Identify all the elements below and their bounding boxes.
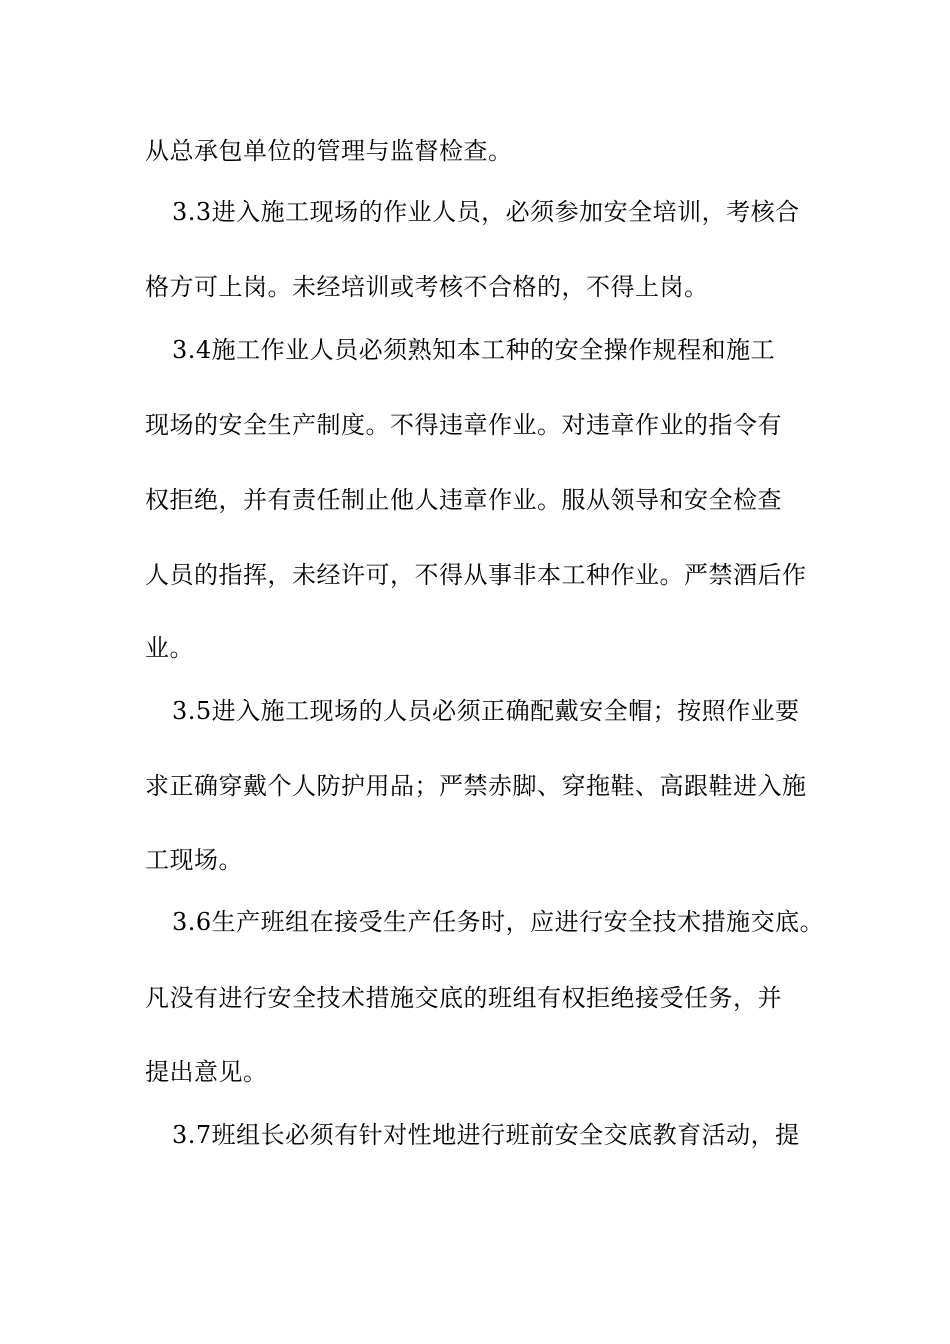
text-line: 现场的安全生产制度。不得违章作业。对违章作业的指令有 — [145, 411, 782, 439]
text-line: 求正确穿戴个人防护用品；严禁赤脚、穿拖鞋、高跟鞋进入施 — [145, 772, 807, 800]
section-3-4-line: 3.4施工作业人员必须熟知本工种的安全操作规程和施工 — [172, 336, 776, 364]
text-line: 权拒绝，并有责任制止他人违章作业。服从领导和安全检查 — [145, 486, 782, 514]
text-line: 从总承包单位的管理与监督检查。 — [145, 137, 513, 165]
text-line: 业。 — [145, 634, 194, 662]
section-3-7-line: 3.7班组长必须有针对性地进行班前安全交底教育活动，提 — [172, 1121, 800, 1149]
section-3-6-line: 3.6生产班组在接受生产任务时，应进行安全技术措施交底。 — [172, 908, 825, 936]
text-line: 工现场。 — [145, 846, 243, 874]
text-line: 格方可上岗。未经培训或考核不合格的，不得上岗。 — [145, 273, 709, 301]
section-3-5-line: 3.5进入施工现场的人员必须正确配戴安全帽；按照作业要 — [172, 697, 800, 725]
text-line: 人员的指挥，未经许可，不得从事非本工种作业。严禁酒后作 — [145, 561, 807, 589]
section-3-3-line: 3.3进入施工现场的作业人员，必须参加安全培训，考核合 — [172, 198, 800, 226]
text-line: 凡没有进行安全技术措施交底的班组有权拒绝接受任务，并 — [145, 984, 782, 1012]
text-line: 提出意见。 — [145, 1058, 268, 1086]
